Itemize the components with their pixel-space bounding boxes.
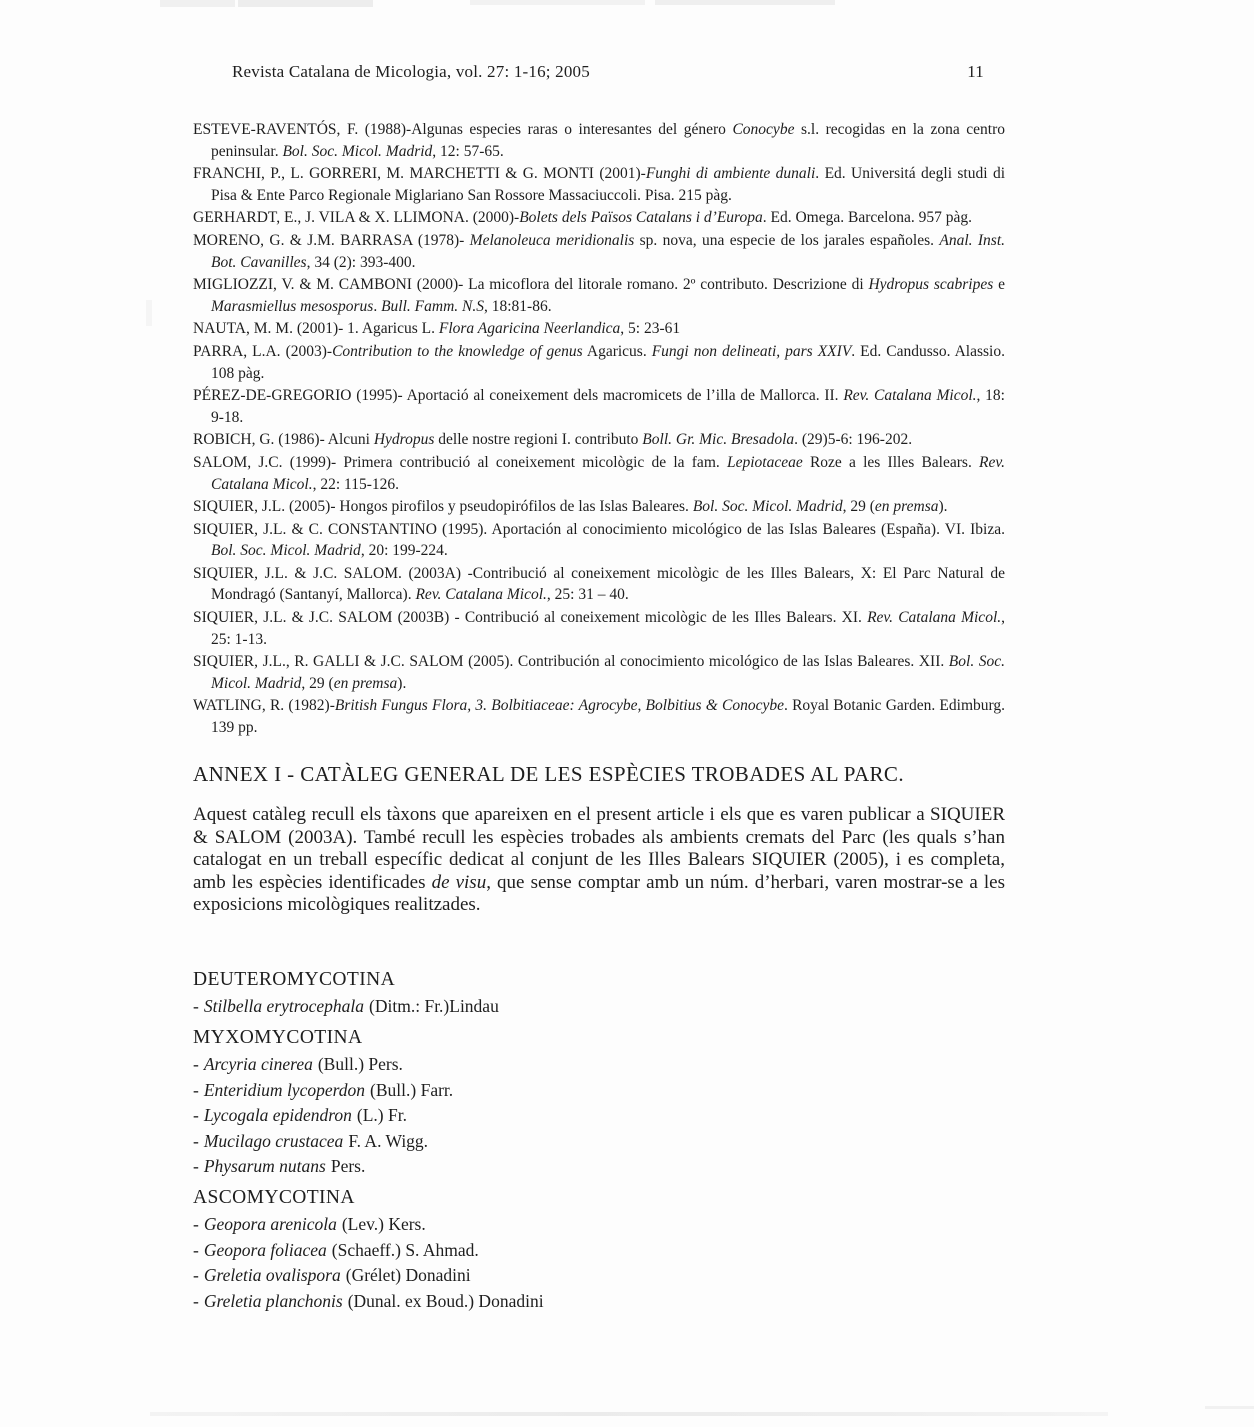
page-number: 11 [967, 62, 984, 81]
species-name: Geopora arenicola [203, 1214, 337, 1235]
species-entry [193, 1078, 913, 1103]
catalog-section [193, 966, 913, 1019]
species-list [193, 994, 913, 1019]
species-authority: (L.) Fr. [356, 1105, 407, 1126]
reference-entry: SIQUIER, J.L. (2005)- Hongos pirofilos y pseudopirófilos de las Islas Baleares. Bol. Soc. Micol. Madrid, 29 (en premsa). [193, 498, 948, 516]
reference-entry: WATLING, R. (1982)-British Fungus Flora, 3. Bolbitiaceae: Agrocybe, Bolbitius & Conocybe. Royal Botanic Garden. Edimburg. 139 pp. [193, 697, 1006, 737]
reference-entry: NAUTA, M. M. (2001)- 1. Agaricus L. Flora Agaricina Neerlandica, 5: 23-61 [193, 320, 681, 338]
scan-artifact-top [160, 0, 235, 7]
species-entry [193, 994, 913, 1019]
species-dash: - [193, 1079, 199, 1100]
species-authority: Pers. [330, 1156, 366, 1177]
species-entry [193, 1154, 913, 1179]
species-authority: F. A. Wigg. [348, 1130, 429, 1151]
species-list [193, 1052, 913, 1179]
species-dash: - [193, 1265, 199, 1286]
catalog-section [193, 1024, 913, 1179]
species-dash: - [193, 1105, 199, 1126]
reference-entry: PÉREZ-DE-GREGORIO (1995)- Aportació al coneixement dels macromicets de l’illa de Mallorca. II. Rev. Catalana Micol., 18: 9-18. [193, 387, 1005, 426]
section-title: MYXOMYCOTINA [193, 1027, 363, 1049]
scan-artifact-bottom [150, 1412, 1108, 1416]
reference-entry: GERHARDT, E., J. VILA & X. LLIMONA. (2000)-Bolets dels Països Catalans i d’Europa. Ed. Omega. Barcelona. 957 pàg. [193, 209, 972, 227]
reference-entry: SIQUIER, J.L. & J.C. SALOM. (2003A) -Contribució al coneixement micològic de les Illes Balears, X: El Parc Natural de Mondragó (Santanyí, Mallorca). Rev. Catalana Micol., 25: 31 – 40. [193, 564, 1005, 604]
species-entry [193, 1238, 913, 1263]
species-entry [193, 1103, 913, 1128]
species-name: Greletia planchonis [203, 1290, 343, 1311]
species-authority: (Bull.) Pers. [317, 1054, 403, 1075]
species-dash: - [193, 1239, 199, 1260]
species-entry [193, 1212, 913, 1237]
species-dash: - [193, 1290, 199, 1311]
catalog-section [193, 1184, 913, 1314]
species-dash: - [193, 1054, 199, 1075]
reference-entry: MIGLIOZZI, V. & M. CAMBONI (2000)- La micoflora del litorale romano. 2º contributo. Descrizione di Hydropus scabripes e Marasmiellus mesosporus. Bull. Famm. N.S, 18:81-86. [193, 276, 1005, 315]
species-authority: (Bull.) Farr. [370, 1079, 454, 1100]
species-entry [193, 1263, 913, 1288]
scan-artifact-top [655, 0, 835, 5]
species-authority: (Ditm.: Fr.)Lindau [369, 996, 499, 1016]
species-name: Arcyria cinerea [203, 1054, 313, 1075]
species-name: Lycogala epidendron [203, 1105, 352, 1126]
species-dash: - [193, 1156, 199, 1177]
scan-artifact-top [470, 0, 645, 5]
reference-entry: SALOM, J.C. (1999)- Primera contribució al coneixement micològic de la fam. Lepiotaceae Roze a les Illes Balears. Rev. Catalana Micol., 22: 115-126. [193, 453, 1005, 493]
species-authority: (Lev.) Kers. [341, 1214, 426, 1235]
annex-paragraph: Aquest catàleg recull els tàxons que apareixen en el present article i els que es varen publicar a SIQUIER & SALOM (2003A). També recull les espècies trobades als ambients cremats del Parc (les quals s’han catalogat en un treball específic dedicat al conjunt de les Illes Balears SIQUIER (2005), i es completa, amb les espècies identificades de visu, que sense comptar amb un núm. d’herbari, varen mostrar-se a les exposicions micològiques realitzades. [193, 804, 1005, 916]
species-authority: (Dunal. ex Boud.) Donadini [347, 1290, 544, 1311]
page-header [232, 62, 984, 82]
species-name: Greletia ovalispora [203, 1265, 341, 1286]
species-name: Stilbella erytrocephala [203, 996, 365, 1016]
reference-entry: ESTEVE-RAVENTÓS, F. (1988)-Algunas especies raras o interesantes del género Conocybe s.l. recogidas en la zona centro peninsular. Bol. Soc. Micol. Madrid, 12: 57-65. [193, 121, 1005, 160]
species-entry [193, 1289, 913, 1314]
species-list [193, 1212, 913, 1314]
species-dash: - [193, 996, 199, 1016]
reference-list [193, 119, 1005, 740]
species-name: Geopora foliacea [203, 1239, 327, 1260]
species-dash: - [193, 1214, 199, 1235]
species-entry [193, 1129, 913, 1154]
annex-heading: ANNEX I - CATÀLEG GENERAL DE LES ESPÈCIES TROBADES AL PARC. [193, 762, 904, 786]
reference-entry: MORENO, G. & J.M. BARRASA (1978)- Melanoleuca meridionalis sp. nova, una especie de los jarales españoles. Anal. Inst. Bot. Cavanilles, 34 (2): 393-400. [193, 231, 1005, 271]
reference-entry: SIQUIER, J.L. & J.C. SALOM (2003B) - Contribució al coneixement micològic de les Illes Balears. XI. Rev. Catalana Micol., 25: 1-13. [193, 609, 1005, 648]
species-catalog [193, 966, 913, 1319]
species-authority: (Schaeff.) S. Ahmad. [331, 1239, 479, 1260]
scan-artifact-speck [146, 300, 152, 326]
species-entry [193, 1052, 913, 1077]
reference-entry: SIQUIER, J.L. & C. CONSTANTINO (1995). Aportación al conocimiento micológico de las Islas Baleares (España). VI. Ibiza. Bol. Soc. Micol. Madrid, 20: 199-224. [193, 520, 1005, 560]
scan-artifact-bottom [1205, 1406, 1254, 1409]
species-name: Mucilago crustacea [203, 1130, 344, 1151]
reference-entry: PARRA, L.A. (2003)-Contribution to the knowledge of genus Agaricus. Fungi non delineati, pars XXIV. Ed. Candusso. Alassio. 108 pàg. [193, 342, 1005, 382]
species-name: Enteridium lycoperdon [203, 1079, 366, 1100]
section-title: DEUTEROMYCOTINA [193, 969, 396, 990]
reference-entry: ROBICH, G. (1986)- Alcuni Hydropus delle nostre regioni I. contributo Boll. Gr. Mic. Bresadola. (29)5-6: 196-202. [193, 431, 913, 449]
reference-entry: FRANCHI, P., L. GORRERI, M. MARCHETTI & G. MONTI (2001)-Funghi di ambiente dunali. Ed. Universitá degli studi di Pisa & Ente Parco Regionale Miglariano San Rossore Massaciuccoli. Pisa. 215 pàg. [193, 165, 1005, 204]
species-dash: - [193, 1130, 199, 1151]
species-authority: (Grélet) Donadini [345, 1265, 471, 1286]
section-title: ASCOMYCOTINA [193, 1187, 355, 1209]
species-name: Physarum nutans [203, 1156, 326, 1177]
reference-entry: SIQUIER, J.L., R. GALLI & J.C. SALOM (2005). Contribución al conocimiento micológico de las Islas Baleares. XII. Bol. Soc. Micol. Madrid, 29 (en premsa). [193, 653, 1006, 692]
journal-title: Revista Catalana de Micologia, vol. 27: 1-16; 2005 [232, 62, 590, 81]
scan-artifact-top [238, 0, 373, 7]
